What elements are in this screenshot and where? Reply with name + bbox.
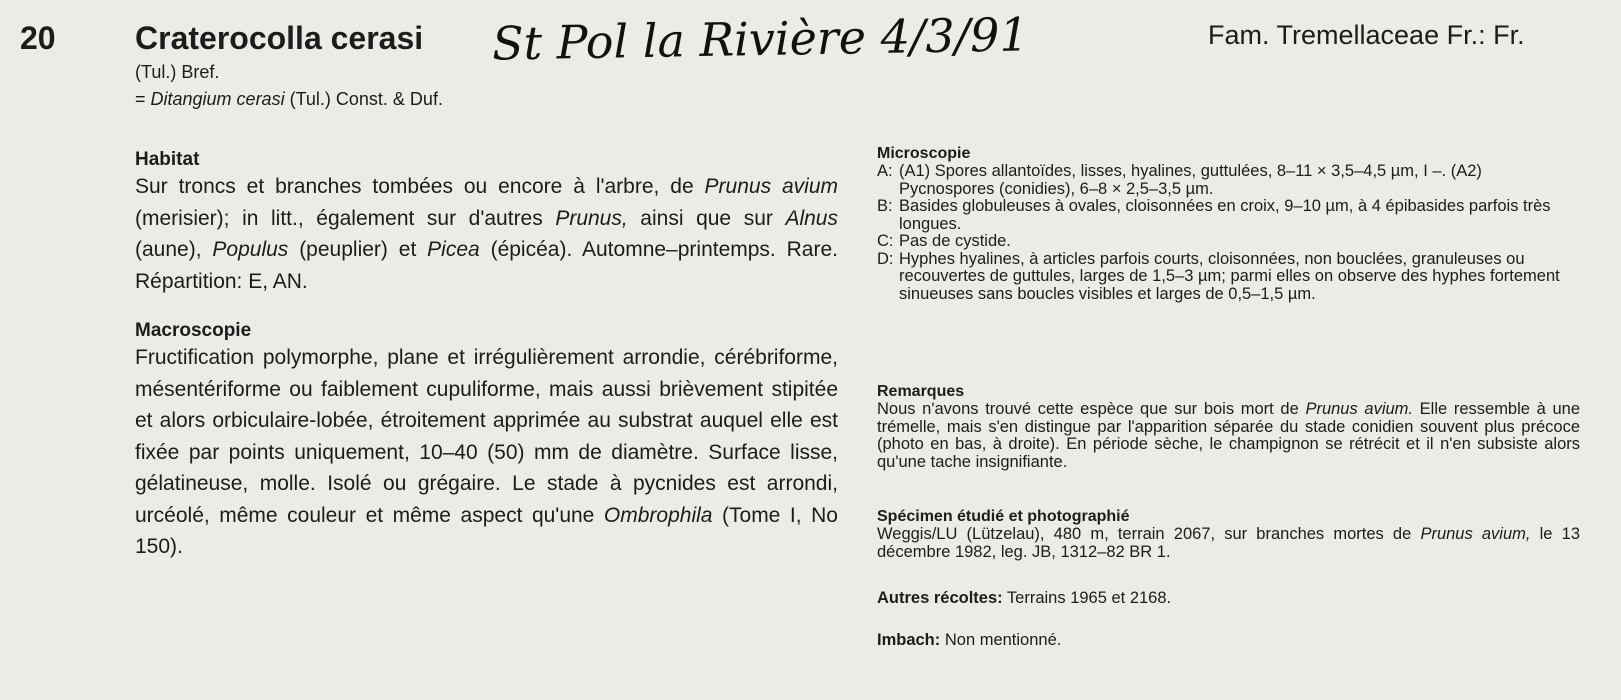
macroscopie-text-part: Fructification polymorphe, plane et irrégulièrement arrondie, cérébriforme, mésentériforme ou faiblement cupuliforme, mais aussi brièvement stipitée et alors orbiculaire-lobée, étroitement apprimée au substrat auquel elle est fixée par points uniquement, 10–40 (50) mm de diamètre. Surface lisse, gélatineuse, molle. Isolé ou grégaire. Le stade à pycnides est arrondi, urcéolé, même couleur et même aspect qu'une [135,346,838,527]
item-letter: D: [877,249,894,268]
habitat-text [135,171,838,297]
habitat-heading: Habitat [135,149,200,170]
item-letter: C: [877,232,894,250]
remarques-text-part: Nous n'avons trouvé cette espèce que sur bois mort de [877,400,1306,418]
habitat-taxon: Picea [427,238,480,261]
specimen-text-part: le 13 décembre 1982, leg. JB, 1312–82 BR 1. [877,525,1580,561]
item-letter: A: [877,162,893,180]
item-letter: B: [877,197,893,215]
macroscopie-heading: Macroscopie [135,320,252,341]
remarques-heading: Remarques [877,383,965,400]
microscopie-item [877,251,1580,304]
item-text: Basides globuleuses à ovales, cloisonnées en croix, 9–10 µm, à 4 épibasides parfois très longues. [899,197,1551,233]
macroscopie-section [135,320,838,563]
remarques-taxon: Prunus avium. [1305,400,1413,418]
remarques-text-part: Elle ressemble à une trémelle, mais s'en distingue par l'apparition séparée du stade conidien souvent plus précoce (photo en bas, à droite). En période sèche, le champignon se rétrécit et il n'en subsiste alors qu'une tache insignifiante. [877,400,1580,471]
remarques-text [877,401,1580,471]
handwritten-annotation: St Pol la Rivière 4/3/91 [491,7,1030,71]
entry-number: 20 [20,20,56,56]
item-text: Pas de cystide. [899,232,1011,250]
habitat-text-part: (peuplier) et [288,238,428,261]
specimen-heading: Spécimen étudié et photographié [877,508,1130,525]
specimen-section [877,508,1580,561]
macroscopie-text-part: (Tome I, No 150). [135,503,838,558]
item-text: (A1) Spores allantoïdes, lisses, hyalines, guttulées, 8–11 × 3,5–4,5 µm, I –. (A2) Pycnospores (conidies), 6–8 × 2,5–3,5 µm. [899,162,1482,198]
habitat-text-part: (épicéa). Automne–printemps. Rare. Répartition: E, AN. [135,238,838,293]
species-author: (Tul.) Bref. [135,62,220,82]
synonym-prefix: = [135,89,151,109]
microscopie-item [877,233,1580,251]
habitat-taxon: Prunus, [555,206,628,230]
habitat-taxon: Prunus avium [704,175,839,198]
synonym-author: (Tul.) Const. & Duf. [284,89,443,109]
habitat-text-part: ainsi que sur [627,206,786,230]
imbach-label: Imbach: [877,631,941,649]
autres-recoltes-line [877,590,1580,608]
autres-value: Terrains 1965 et 2168. [1002,589,1172,607]
imbach-note [877,632,1580,650]
remarques-section [877,383,1580,471]
habitat-taxon: Populus [212,238,289,261]
microscopie-section [877,145,1580,303]
synonym-line [135,89,443,110]
habitat-text-part: Sur troncs et branches tombées ou encore à l'arbre, de [135,175,705,198]
habitat-taxon: Alnus [785,206,838,230]
species-title: Craterocolla cerasi [135,20,424,56]
autres-recoltes [877,590,1580,608]
microscopie-item [877,163,1580,198]
synonym-name: Ditangium cerasi [150,89,285,109]
autres-label: Autres récoltes: [877,589,1003,607]
specimen-text [877,526,1580,561]
microscopie-heading: Microscopie [877,145,971,162]
microscopie-item [877,198,1580,233]
habitat-text-part: (merisier); in litt., également sur d'autres [135,206,556,230]
imbach-line [877,632,1580,650]
habitat-text-part: (aune), [135,238,213,261]
specimen-text-part: Weggis/LU (Lützelau), 480 m, terrain 2067, sur branches mortes de [877,525,1421,543]
macroscopie-taxon: Ombrophila [603,503,713,527]
imbach-value: Non mentionné. [940,631,1062,649]
specimen-taxon: Prunus avium, [1420,525,1531,543]
macroscopie-text [135,342,838,563]
habitat-section [135,149,838,297]
item-text: Hyphes hyalines, à articles parfois courts, cloisonnées, non bouclées, granuleuses ou recouvertes de guttules, larges de 1,5–3 µm; parmi elles on observe des hyphes fortement sinueuses sans boucles visibles et larges de 0,5–1,5 µm. [899,249,1560,303]
family-name: Fam. Tremellaceae Fr.: Fr. [1208,20,1525,50]
